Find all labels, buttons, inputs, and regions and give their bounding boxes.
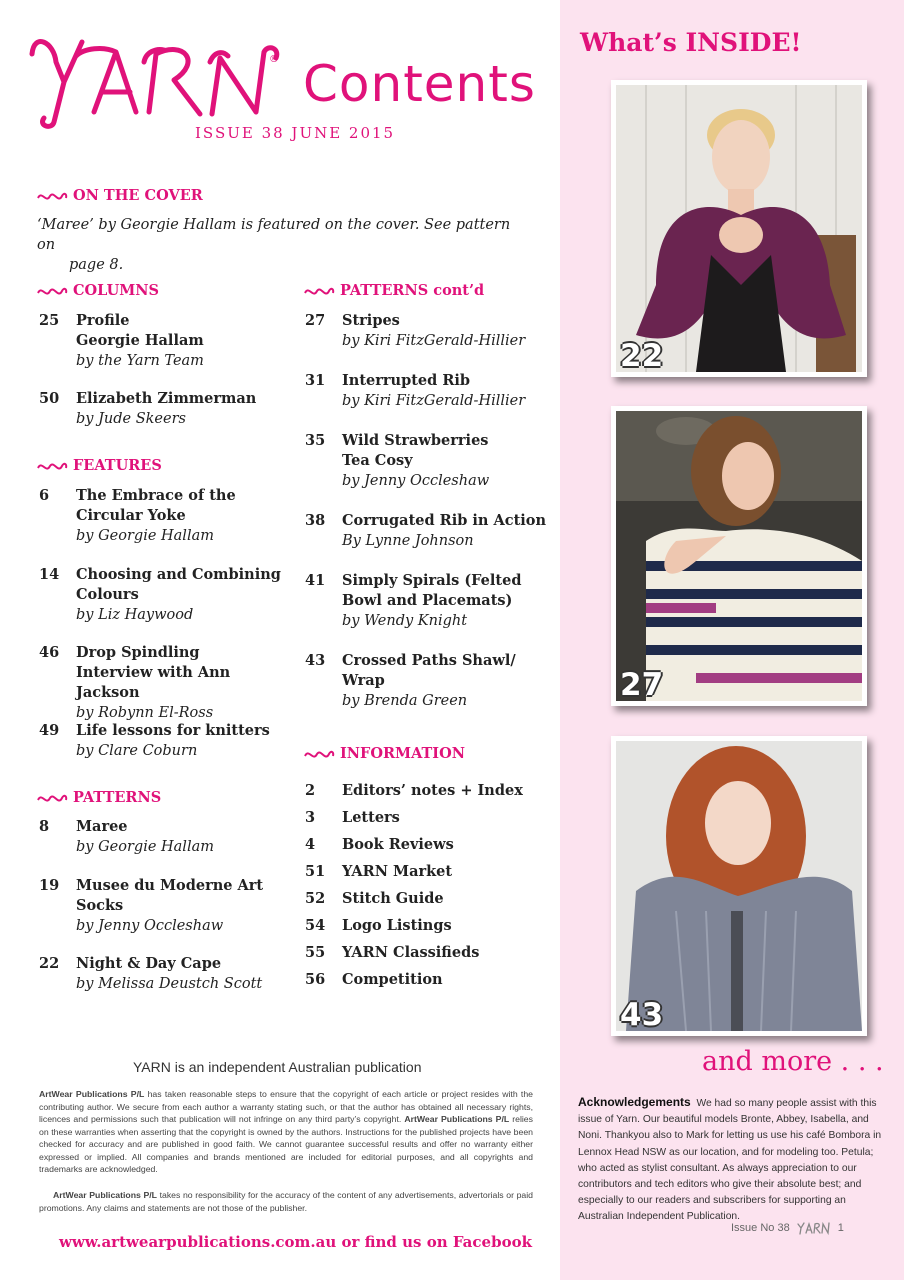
page-number: 35 (305, 432, 326, 449)
page-number: 41 (305, 572, 326, 589)
entry-title: Interrupted Rib (342, 372, 471, 389)
page-number: 56 (305, 971, 326, 988)
page-number: 19 (39, 877, 60, 894)
page-number: 38 (305, 512, 326, 529)
entry-title: Stitch Guide (342, 890, 444, 907)
toc-entry[interactable] (39, 389, 286, 429)
page-number: 27 (305, 312, 326, 329)
info-entry[interactable] (305, 808, 400, 828)
page-number: 43 (305, 652, 326, 669)
entry-author: by Jenny Occleshaw (76, 918, 224, 934)
section-heading-label: PATTERNS (73, 789, 162, 806)
yarn-mini-logo (796, 1220, 832, 1236)
publisher-name: ArtWear Publications P/L (39, 1089, 145, 1099)
info-entry[interactable] (305, 943, 479, 963)
entry-title: Musee du Moderne Art Socks (76, 877, 264, 914)
acknowledgements (578, 1094, 888, 1226)
entry-author: by Melissa Deustch Scott (76, 976, 263, 992)
model-photo-1 (616, 85, 862, 372)
swirl-ornament-icon (303, 285, 335, 297)
svg-text:®: ® (269, 54, 279, 65)
cover-text-line1: ‘Maree’ by Georgie Hallam is featured on the cover. See pattern on (37, 217, 511, 253)
page-number: 1 (837, 1222, 844, 1234)
section-heading-label: PATTERNS cont’d (340, 282, 485, 299)
page-number: 3 (305, 809, 316, 826)
toc-entry[interactable] (39, 565, 281, 625)
page-number: 52 (305, 890, 326, 907)
toc-entry[interactable] (305, 371, 552, 411)
entry-title: Choosing and Combining Colours (76, 566, 281, 603)
whats-inside-title: What’s INSIDE! (580, 28, 802, 57)
page-number: 46 (39, 644, 60, 661)
yarn-logo (24, 22, 284, 134)
page-number: 55 (305, 944, 326, 961)
page-number: 4 (305, 836, 316, 853)
info-entry[interactable] (305, 835, 454, 855)
issue-line: ISSUE 38 JUNE 2015 (195, 124, 396, 142)
legal-text: relies on these warranties when asserting that the copyright is owned by the authors. Instructions for the published projects have been checked for accuracy and are published in good faith. We cannot guarantee successful results and offer no warranty either expressed or implied. All companies and brands mentioned are included for editorial purposes, and all copyrights and trademarks are acknowledged. (39, 1114, 533, 1174)
website-link[interactable]: www.artwearpublications.com.au or find us on Facebook (59, 1233, 532, 1251)
section-heading-label: ON THE COVER (73, 187, 203, 204)
toc-entry[interactable] (39, 876, 271, 936)
page-number: 49 (39, 722, 60, 739)
entry-author: by the Yarn Team (76, 353, 204, 369)
info-entry[interactable] (305, 970, 443, 990)
issue-no-label: Issue No 38 (731, 1222, 790, 1234)
entry-title: Corrugated Rib in Action (342, 512, 547, 529)
page-number: 50 (39, 390, 60, 407)
entry-author: by Liz Haywood (76, 607, 194, 623)
entry-title: Simply Spirals (Felted Bowl and Placemats) (342, 572, 522, 609)
photo-shawl[interactable] (611, 736, 867, 1036)
section-heading-label: INFORMATION (340, 745, 465, 762)
entry-title: Profile Georgie Hallam (76, 312, 204, 349)
page-title: Contents (303, 55, 536, 113)
independent-publication-note: YARN is an independent Australian publication (133, 1059, 422, 1075)
entry-title: Life lessons for knitters (76, 722, 270, 739)
section-heading-label: FEATURES (73, 457, 162, 474)
entry-title: Stripes (342, 312, 400, 329)
toc-entry[interactable] (305, 651, 517, 711)
toc-entry[interactable] (39, 817, 286, 857)
entry-title: Competition (342, 971, 443, 988)
page-badge: 22 (620, 338, 664, 374)
section-heading-features (36, 457, 162, 474)
page-badge: 27 (620, 667, 664, 703)
page-number: 22 (39, 955, 60, 972)
entry-title: Logo Listings (342, 917, 452, 934)
ack-heading: Acknowledgements (578, 1095, 691, 1109)
page-number: 8 (39, 818, 50, 835)
info-entry[interactable] (305, 916, 452, 936)
toc-entry[interactable] (39, 486, 256, 546)
entry-author: by Kiri FitzGerald-Hillier (342, 333, 526, 349)
entry-title: The Embrace of the Circular Yoke (76, 487, 236, 524)
info-entry[interactable] (305, 781, 523, 801)
legal-notice-1 (39, 1088, 533, 1176)
model-photo-3 (616, 741, 862, 1031)
swirl-ornament-icon (36, 285, 68, 297)
section-heading-on-cover (36, 187, 203, 204)
ack-text: We had so many people assist with this issue of Yarn. Our beautiful models Bronte, Abbey, Isabella, and Noni. Thankyou also to Mark for letting us use his café Bombora in Lennox Head NSW as our location, and for modeling too. Petula; who acted as stylist consultant. As always appreciation to our contributors and tech editors who give their absolute best; and especially to our readers and subscribers for supporting an Australian Independent Publication. (578, 1098, 882, 1223)
cover-description (37, 215, 517, 275)
page-badge: 43 (620, 997, 664, 1033)
page-number: 51 (305, 863, 326, 880)
publisher-name: ArtWear Publications P/L (53, 1190, 157, 1200)
toc-entry[interactable] (39, 954, 286, 994)
toc-entry[interactable] (305, 511, 562, 551)
entry-title: Night & Day Cape (76, 955, 222, 972)
page-number: 25 (39, 312, 60, 329)
page-number: 54 (305, 917, 326, 934)
entry-author: by Robynn El-Ross (76, 705, 214, 721)
entry-author: by Brenda Green (342, 693, 468, 709)
toc-entry[interactable] (305, 431, 502, 491)
page-number: 6 (39, 487, 50, 504)
model-photo-2 (616, 411, 862, 701)
page-number: 14 (39, 566, 60, 583)
entry-author: by Kiri FitzGerald-Hillier (342, 393, 526, 409)
and-more-text: and more . . . (702, 1046, 884, 1077)
legal-text: has taken reasonable steps to ensure that the copyright of each article or project resides with the contributing author. We secure from each author a warranty stating such, or that the author has obtained all necessary rights, licences and permissions such that publication will not infringe on any third party’s copyright. (39, 1089, 533, 1124)
entry-title: Editors’ notes + Index (342, 782, 523, 799)
toc-entry[interactable] (39, 643, 281, 723)
entry-title: Maree (76, 818, 128, 835)
info-entry[interactable] (305, 889, 444, 909)
entry-author: By Lynne Johnson (342, 533, 474, 549)
entry-title: YARN Market (342, 863, 453, 880)
section-heading-information (303, 745, 465, 762)
page-number: 2 (305, 782, 316, 799)
entry-title: Drop Spindling Interview with Ann Jackson (76, 644, 231, 701)
entry-author: by Georgie Hallam (76, 528, 214, 544)
entry-title: YARN Classifieds (342, 944, 480, 961)
entry-author: by Georgie Hallam (76, 839, 214, 855)
entry-author: by Wendy Knight (342, 613, 468, 629)
entry-title: Book Reviews (342, 836, 454, 853)
toc-entry[interactable] (39, 721, 286, 761)
publisher-name: ArtWear Publications P/L (404, 1114, 510, 1124)
photo-cape[interactable] (611, 80, 867, 377)
toc-entry[interactable] (305, 311, 552, 351)
info-entry[interactable] (305, 862, 452, 882)
issue-number-footer (731, 1220, 844, 1236)
section-heading-columns (36, 282, 159, 299)
entry-title: Crossed Paths Shawl/ Wrap (342, 652, 516, 689)
photo-stripes[interactable] (611, 406, 867, 706)
entry-author: by Jude Skeers (76, 411, 186, 427)
section-heading-patterns (36, 789, 161, 806)
cover-text-line2: page 8. (69, 257, 124, 273)
swirl-ornament-icon (303, 748, 335, 760)
entry-author: by Clare Coburn (76, 743, 198, 759)
swirl-ornament-icon (36, 460, 68, 472)
entry-title: Wild Strawberries Tea Cosy (342, 432, 489, 469)
entry-title: Elizabeth Zimmerman (76, 390, 257, 407)
legal-text: takes no responsibility for the accuracy of the content of any advertisements, advertorials or paid promotions. Any claims and statements are not those of the publisher. (39, 1190, 533, 1213)
toc-entry[interactable] (305, 571, 532, 631)
entry-author: by Jenny Occleshaw (342, 473, 490, 489)
swirl-ornament-icon (36, 792, 68, 804)
entry-title: Letters (342, 809, 400, 826)
toc-entry[interactable] (39, 311, 286, 371)
swirl-ornament-icon (36, 190, 68, 202)
section-heading-patterns-contd (303, 282, 484, 299)
page-number: 31 (305, 372, 326, 389)
section-heading-label: COLUMNS (73, 282, 159, 299)
legal-notice-2 (39, 1189, 533, 1214)
